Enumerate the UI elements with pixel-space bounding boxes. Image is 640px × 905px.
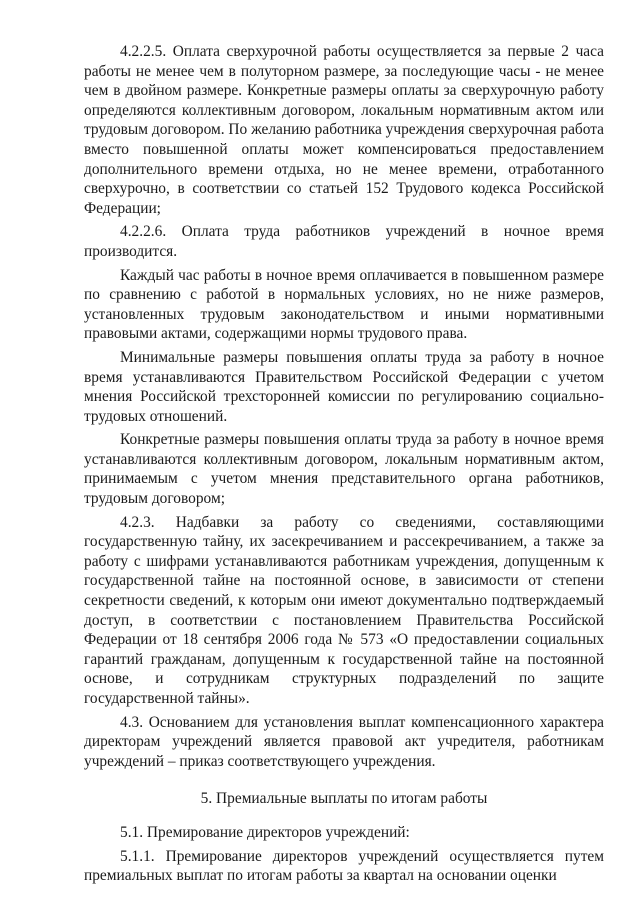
paragraph-night-hour-pay: Каждый час работы в ночное время оплачивается в повышенном размере по сравнению с работой в нормальных условиях, но не ниже размеров, установленных трудовым законодательством и иными нормативными правовыми актами, содержащими нормы трудового права. [84, 266, 604, 343]
paragraph-specific-night-pay: Конкретные размеры повышения оплаты труда за работу в ночное время устанавливаются коллективным договором, локальным нормативным актом, принимаемым с учетом мнения представительного органа работников, трудовым договором; [84, 431, 604, 508]
paragraph-minimum-night-pay: Минимальные размеры повышения оплаты труда за работу в ночное время устанавливаются Правительством Российской Федерации с учетом мнения Российской трехсторонней комиссии по регулированию социально-трудовых отношений. [84, 348, 604, 425]
paragraph-4-2-3: 4.2.3. Надбавки за работу со сведениями, составляющими государственную тайну, их засекречиванием и рассекречиванием, а также за работу с шифрами устанавливаются работникам учреждения, допущенным к государственной тайне на постоянной основе, в зависимости от степени секретности сведений, к которым они имеют документально подтверждаемый доступ, в соответствии с постановлением Правительства Российской Федерации от 18 сентября 2006 года № 573 «О предоставлении социальных гарантий гражданам, допущенным к государственной тайне на постоянной основе, и сотрудникам структурных подразделений по защите государственной тайны». [84, 513, 604, 707]
paragraph-4-3: 4.3. Основанием для установления выплат компенсационного характера директорам учреждений является правовой акт учредителя, работникам учреждений – приказ соответствующего учреждения. [84, 713, 604, 770]
document-body [84, 42, 604, 890]
paragraph-4-2-2-5: 4.2.2.5. Оплата сверхурочной работы осуществляется за первые 2 часа работы не менее чем в полуторном размере, за последующие часы - не менее чем в двойном размере. Конкретные размеры оплаты за сверхурочную работу определяются коллективным договором, локальным нормативным актом или трудовым договором. По желанию работника учреждения сверхурочная работа вместо повышенной оплаты может компенсироваться предоставлением дополнительного времени отдыха, но не менее времени, отработанного сверхурочно, в соответствии со статьей 152 Трудового кодекса Российской Федерации; [84, 43, 604, 217]
paragraph-5-1-1: 5.1.1. Премирование директоров учреждений осуществляется путем премиальных выплат по итогам работы за квартал на основании оценки [84, 847, 604, 885]
paragraph-5-1: 5.1. Премирование директоров учреждений: [120, 823, 410, 841]
section-heading: 5. Премиальные выплаты по итогам работы [200, 790, 488, 808]
paragraph-4-2-2-6: 4.2.2.6. Оплата труда работников учреждений в ночное время производится. [84, 223, 604, 260]
